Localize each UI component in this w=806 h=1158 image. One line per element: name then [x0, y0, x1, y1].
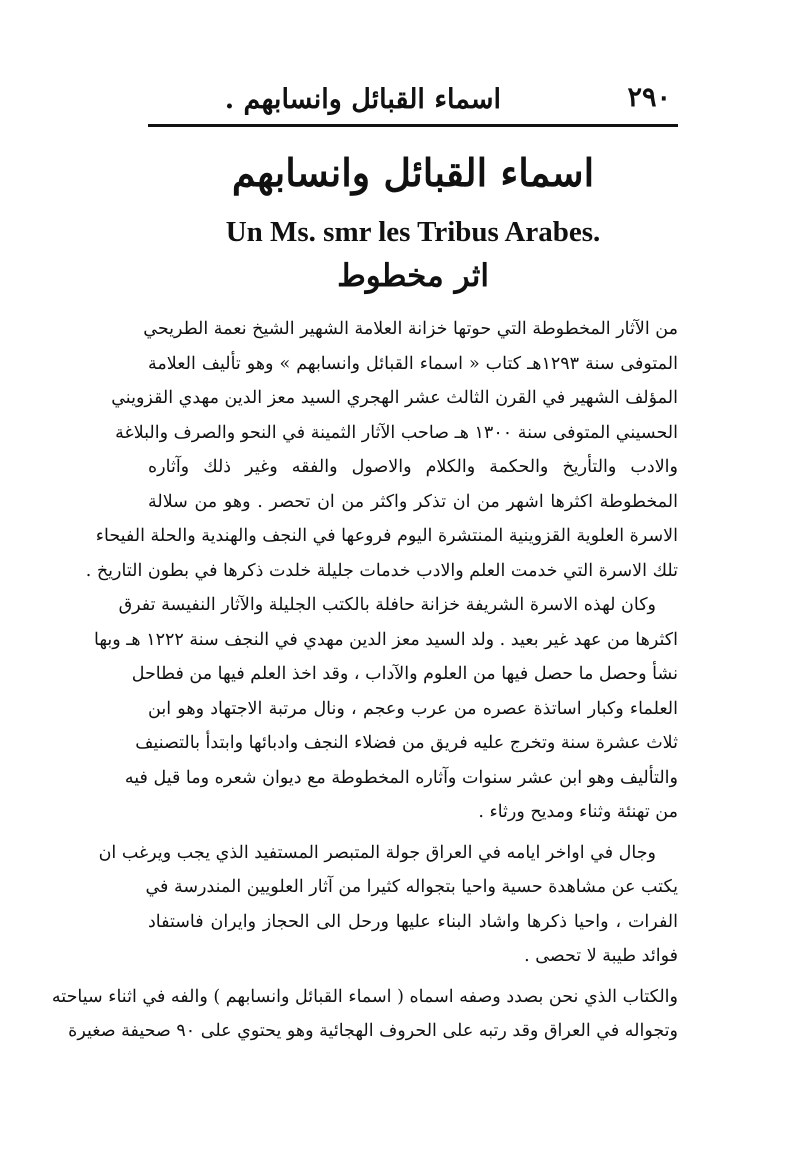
- text-line: والكتاب الذي نحن بصدد وصفه اسماه ( اسماء القبائل وانسابهم ) والفه في اثناء سياحته: [51, 986, 678, 1007]
- text-line: والتأليف وهو ابن عشر سنوات وآثاره المخطوطة مع ديوان شعره وما قيل فيه: [124, 767, 678, 788]
- text-line: اكثرها من عهد غير بعيد . ولد السيد معز الدين مهدي في النجف سنة ١٢٢٢ هـ وبها: [94, 629, 678, 650]
- text-line: نشأ وحصل ما حصل فيها من العلوم والآداب ، وقد اخذ العلم فيها من فطاحل: [131, 664, 678, 684]
- text-line: وكان لهذه الاسرة الشريفة خزانة حافلة بالكتب الجليلة والآثار النفيسة تفرق: [118, 595, 656, 615]
- text-line: من الآثار المخطوطة التي حوتها خزانة العلامة الشهير الشيخ نعمة الطريحي: [143, 319, 678, 339]
- page-number: ٢٩٠: [627, 82, 671, 113]
- header-rule: [148, 124, 678, 127]
- section-title: اثر مخطوط: [337, 258, 489, 294]
- text-line: الحسيني المتوفى سنة ١٣٠٠ هـ صاحب الآثار الثمينة في النحو والصرف والبلاغة: [115, 422, 678, 443]
- text-line: وتجواله في العراق وقد رتبه على الحروف الهجائية وهو يحتوي على ٩٠ صحيفة صغيرة: [68, 1021, 678, 1041]
- text-line: يكتب عن مشاهدة حسية واحيا بتجواله كثيرا من آثار العلويين المندرسة في: [145, 877, 678, 897]
- article-title: اسماء القبائل وانسابهم: [231, 150, 595, 195]
- running-header: [150, 80, 671, 126]
- text-line: الفرات ، واحيا ذكرها واشاد البناء عليها ورحل الى الحجاز وايران فاستفاد: [148, 911, 678, 932]
- text-line: فوائد طيبة لا تحصى .: [524, 946, 678, 966]
- text-line: من تهنئة وثناء ومديح ورثاء .: [478, 802, 678, 822]
- text-line: تلك الاسرة التي خدمت العلم والادب خدمات جليلة خلدت ذكرها في بطون التاريخ .: [85, 560, 678, 581]
- latin-title: Un Ms. smr les Tribus Arabes.: [225, 216, 601, 248]
- text-line: وجال في اواخر ايامه في العراق جولة المتبصر المستفيد الذي يجب ويرغب ان: [98, 842, 656, 863]
- text-line: والادب والتأريخ والحكمة والكلام والاصول والفقه وغير ذلك وآثاره: [148, 457, 678, 477]
- text-line: الاسرة العلوية القزوينية المنتشرة اليوم فروعها في النجف والهندية والحلة الفيحاء: [95, 526, 678, 546]
- paragraph-1: [85, 312, 678, 588]
- text-line: ثلاث عشرة سنة وتخرج عليه فريق من فضلاء النجف وادبائها وابتدأ بالتصنيف: [135, 733, 678, 753]
- paragraph-4: [51, 980, 678, 1049]
- body-text: [51, 312, 678, 1049]
- running-title: اسماء القبائل وانسابهم .: [224, 84, 501, 115]
- paragraph-2: [94, 588, 678, 830]
- text-line: العلماء وكبار اساتذة عصره من عرب وعجم ، ونال مرتبة الاجتهاد وهو ابن: [148, 698, 678, 719]
- text-line: المؤلف الشهير في القرن الثالث عشر الهجري السيد معز الدين مهدي القزويني: [111, 388, 678, 408]
- text-line: المتوفى سنة ١٢٩٣هـ كتاب « اسماء القبائل وانسابهم » وهو تأليف العلامة: [148, 353, 678, 374]
- paragraph-3: [98, 836, 678, 974]
- text-line: المخطوطة اكثرها اشهر من ان تذكر واكثر من ان تحصر . وهو من سلالة: [148, 491, 678, 512]
